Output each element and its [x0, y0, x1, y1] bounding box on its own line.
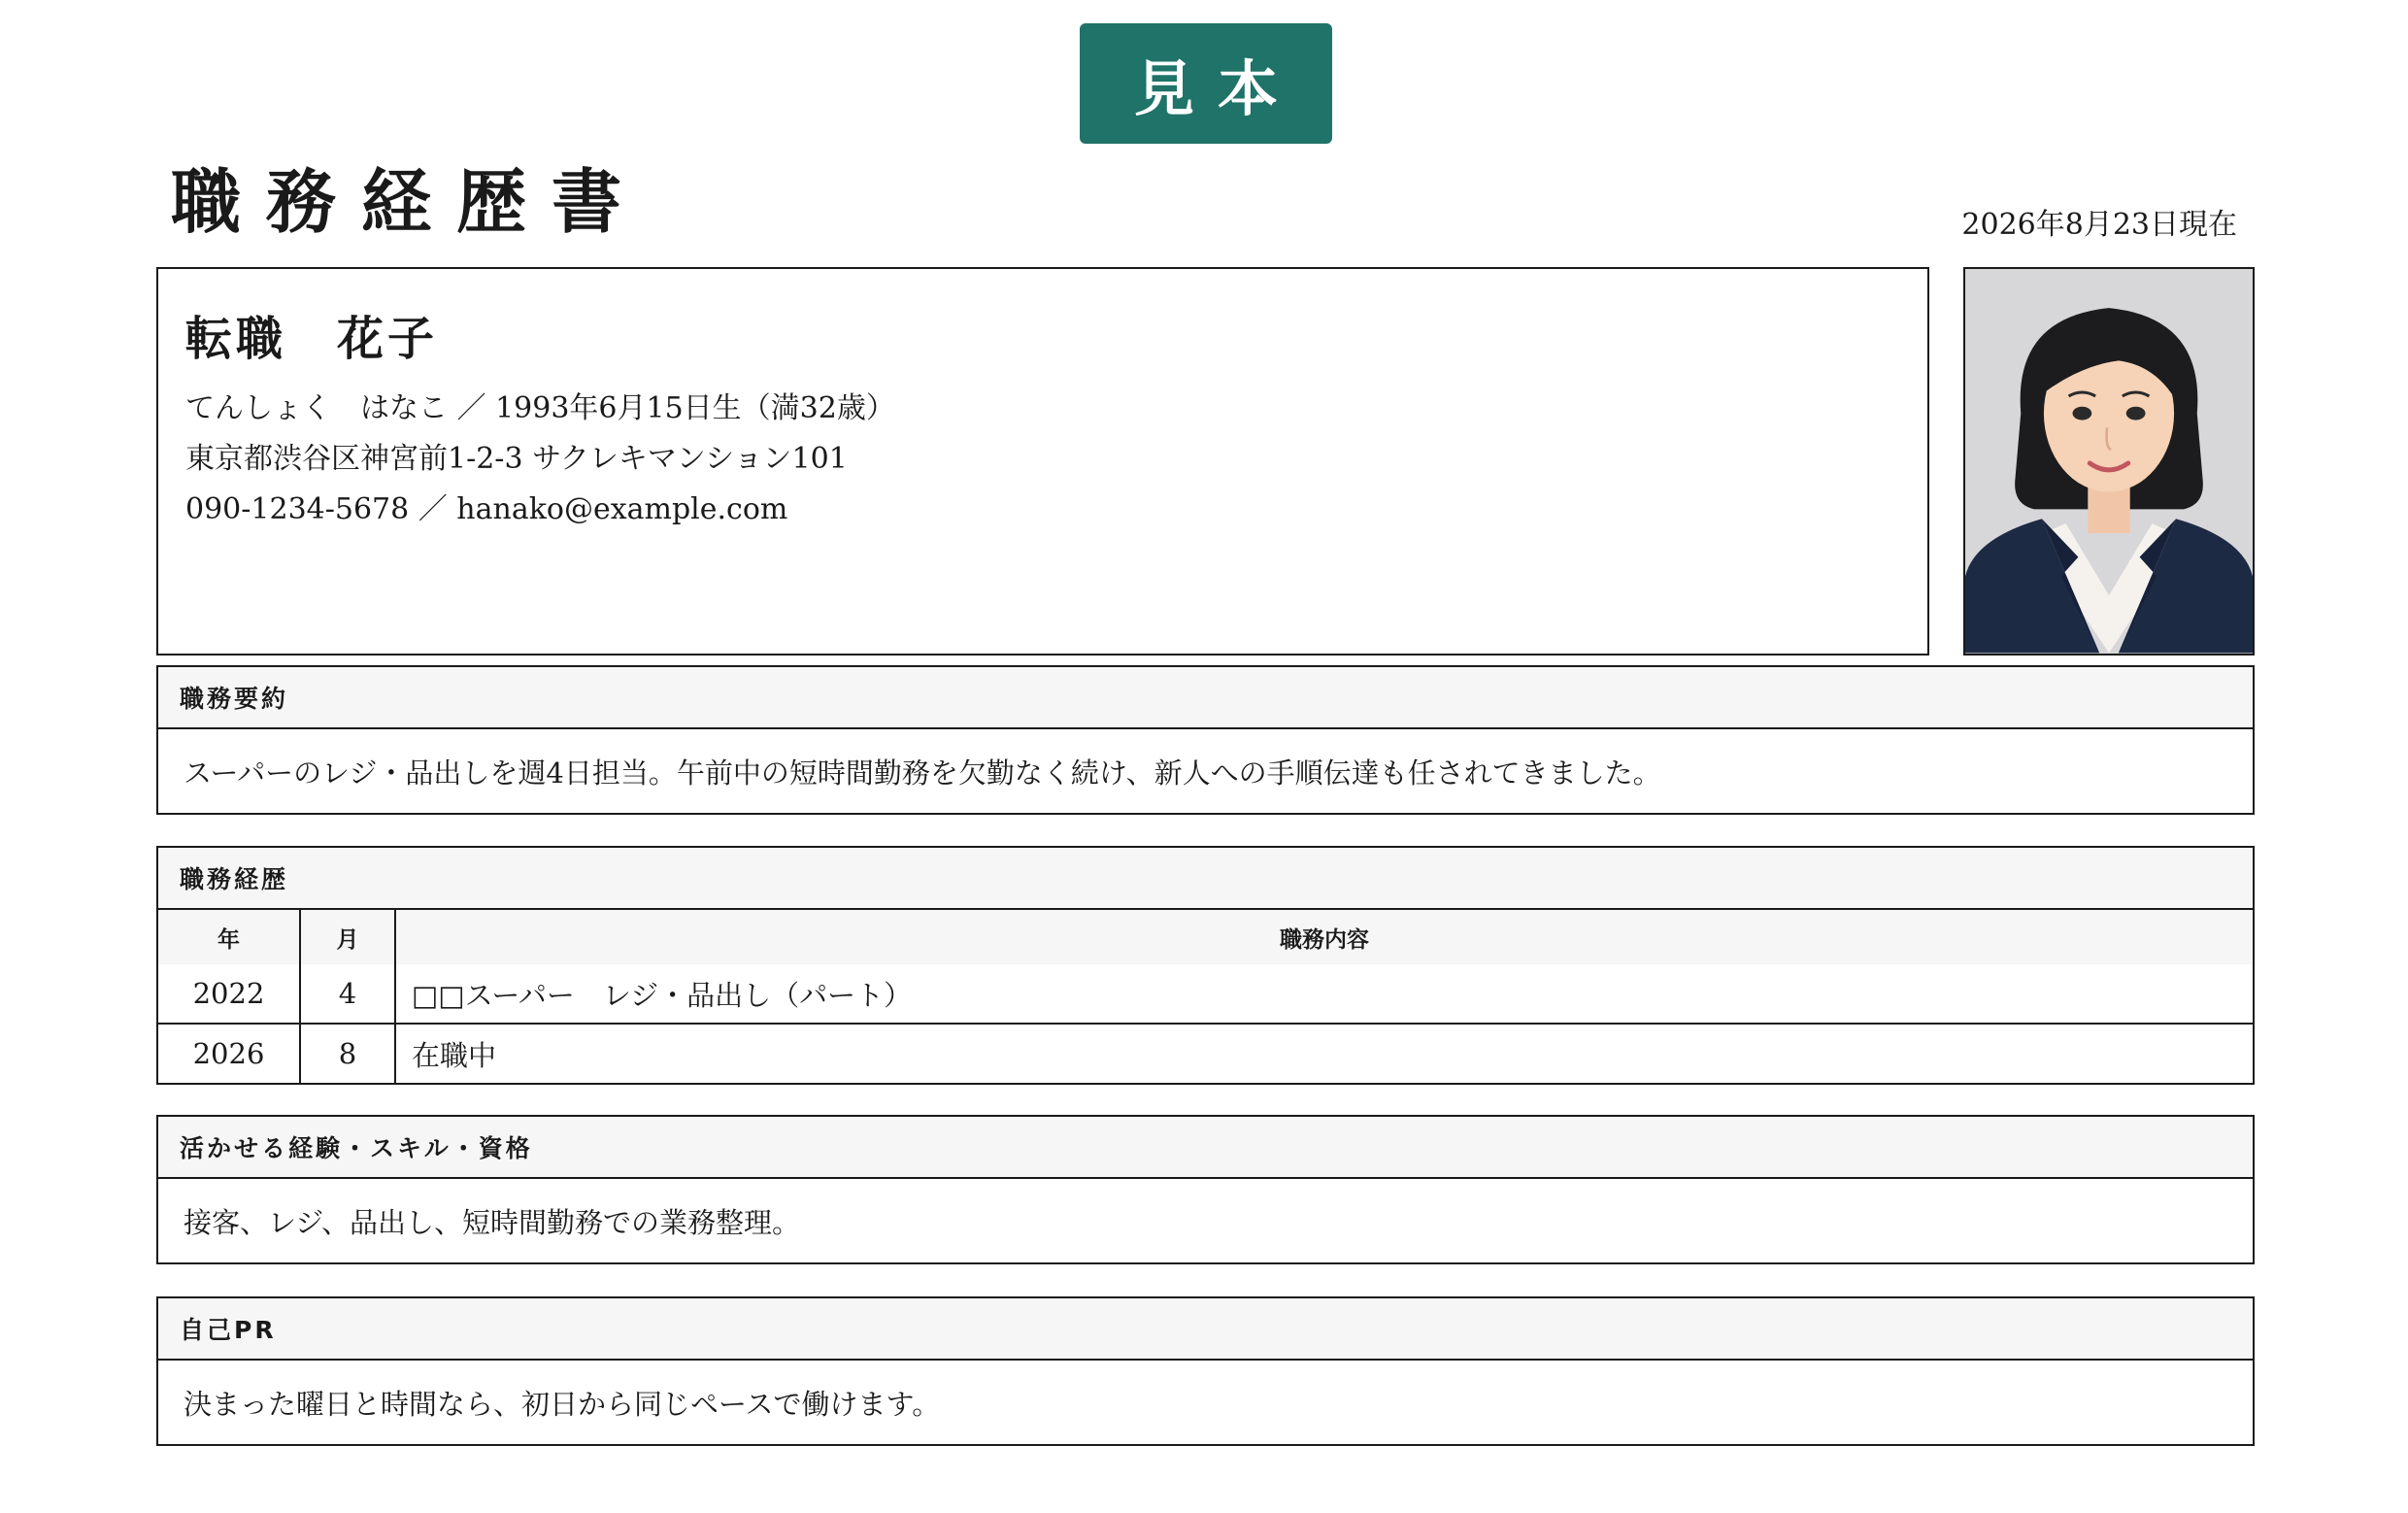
- portrait-illustration: [1965, 269, 2253, 654]
- column-header-content: 職務内容: [395, 910, 2253, 964]
- career-heading: 職務経歴: [158, 848, 2253, 910]
- summary-section: [156, 665, 2255, 815]
- row-content: □□スーパー レジ・品出し（パート）: [412, 978, 913, 1012]
- column-header-year: 年: [158, 910, 300, 964]
- profile-photo: [1963, 267, 2255, 656]
- career-table: [158, 910, 2253, 1083]
- row-month: 4: [300, 964, 395, 1024]
- kana-birthdate: てんしょく はなこ ／ 1993年6月15日生（満32歳）: [185, 391, 895, 425]
- row-year: 2026: [158, 1024, 300, 1083]
- as-of-date: 2026年8月23日現在: [1961, 208, 2237, 242]
- contact-info: 090-1234-5678 ／ hanako@example.com: [185, 492, 788, 526]
- career-section: [156, 846, 2255, 1085]
- sample-badge: 見本: [1080, 23, 1332, 144]
- pr-text: 決まった曜日と時間なら、初日から同じペースで働けます。: [184, 1387, 941, 1421]
- column-header-month: 月: [300, 910, 395, 964]
- pr-heading: 自己PR: [158, 1298, 2253, 1361]
- pr-section: [156, 1296, 2255, 1446]
- profile-box: [156, 267, 1929, 656]
- summary-heading: 職務要約: [158, 667, 2253, 729]
- table-row: [158, 1024, 2253, 1083]
- skills-text: 接客、レジ、品出し、短時間勤務での業務整理。: [184, 1205, 800, 1239]
- career-table-header: [158, 910, 2253, 964]
- summary-text: スーパーのレジ・品出しを週4日担当。午前中の短時間勤務を欠勤なく続け、新人への手順伝達も任されてきました。: [184, 756, 1661, 790]
- row-month: 8: [300, 1024, 395, 1083]
- document-title: 職務経歴書: [171, 160, 648, 243]
- row-year: 2022: [158, 964, 300, 1024]
- address: 東京都渋谷区神宮前1-2-3 サクレキマンション101: [185, 442, 848, 476]
- row-content: 在職中: [395, 1024, 2253, 1083]
- skills-section: [156, 1115, 2255, 1264]
- skills-heading: 活かせる経験・スキル・資格: [158, 1117, 2253, 1179]
- table-row: [158, 964, 2253, 1024]
- person-name: 転職 花子: [185, 312, 439, 366]
